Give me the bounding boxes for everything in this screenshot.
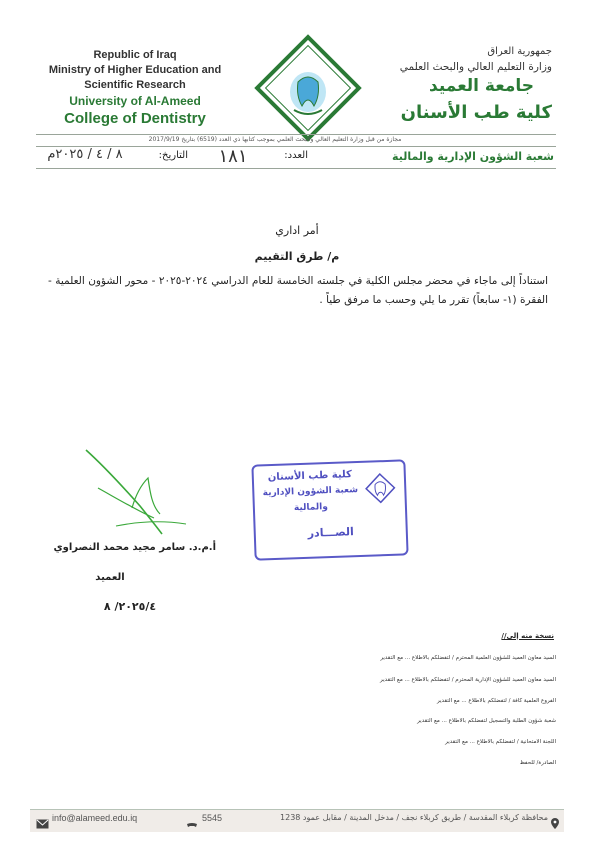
date-value: ٨ / ٤ / ٢٠٢٥م <box>47 147 123 162</box>
letter-title: أمر اداري <box>275 224 319 237</box>
cc-item: السيد معاون العميد للشؤون الإدارية المحترم / لتفضلكم بالاطلاع ... مع التقدير <box>380 677 556 683</box>
signatory-name: أ.م.د. سامر مجيد محمد النصراوي <box>53 542 216 553</box>
header-ar-university: جامعة العميد <box>429 76 534 96</box>
location-pin-icon <box>551 814 559 825</box>
number-label: العدد: <box>284 150 308 161</box>
footer-email[interactable]: info@alameed.edu.iq <box>52 813 138 823</box>
accreditation-note: مجازة من قبل وزارة التعليم العالي والبحث العلمي بموجب كتابها ذي العدد (6519) بتاريخ 2017/9/19 <box>148 136 402 143</box>
email-icon <box>36 814 49 824</box>
cc-item: شعبة شؤون الطلبة والتسجيل لتفضلكم بالاطلاع ... مع التقدير <box>417 718 556 724</box>
stamp-line2: شعبة الشؤون الإدارية <box>262 485 359 499</box>
college-logo <box>254 34 362 142</box>
cc-item: الصادرة/ للحفظ <box>519 760 556 766</box>
office-stamp <box>251 459 408 560</box>
cc-item: الفروع العلمية كافة / لتفضلكم بالاطلاع ... مع التقدير <box>436 698 556 704</box>
stamp-line4: الصـــادر <box>307 525 355 540</box>
cc-heading: نسخة منه إلى// <box>501 632 554 640</box>
stamp-logo-icon <box>362 470 399 507</box>
footer-address: محافظة كربلاء المقدسة / طريق كربلاء نجف / مدخل المدينة / مقابل عمود 1238 <box>280 813 548 822</box>
phone-icon <box>186 815 198 823</box>
signatory-role: العميد <box>95 572 125 583</box>
header-en-research: Scientific Research <box>84 79 186 91</box>
header-ar-college: كلية طب الأسنان <box>400 102 552 123</box>
signature-date: ٢٠٢٥/٤/ ٨ <box>103 600 157 613</box>
header-en-college: College of Dentistry <box>64 110 206 127</box>
header-en-university: University of Al-Ameed <box>69 94 201 108</box>
date-label: التاريخ: <box>158 150 188 161</box>
header-ar-country: جمهورية العراق <box>487 46 552 57</box>
letter-body: استناداً إلى ماجاء في محضر مجلس الكلية في جلسته الخامسة للعام الدراسي ٢٠٢٤-٢٠٢٥ - محور الشؤون العلمية - الفقرة (١- سابعاً) تقرر ما يلي وحسب ما مرفق طياً . <box>48 275 548 306</box>
header-en-country: Republic of Iraq <box>93 49 177 61</box>
header-rule-bottom <box>36 168 556 169</box>
stamp-line3: والمالية <box>293 502 329 514</box>
cc-item: اللجنة الامتحانية / لتفضلكم بالاطلاع ... مع التقدير <box>445 739 556 745</box>
stamp-line1: كلية طب الأسنان <box>267 469 353 484</box>
header-en-ministry: Ministry of Higher Education and <box>48 64 222 76</box>
letter-subject: م/ طرق التقييم <box>254 250 340 263</box>
cc-item: السيد معاون العميد للشؤون العلمية المحترم / لتفضلكم بالاطلاع ... مع التقدير <box>380 655 556 661</box>
footer-phone: 5545 <box>202 813 223 823</box>
number-value: ١٨١ <box>218 146 248 167</box>
header-rule-top <box>36 134 556 135</box>
department-name: شعبة الشؤون الإدارية والمالية <box>392 150 554 163</box>
handwritten-signature <box>76 448 196 540</box>
header-ar-ministry: وزارة التعليم العالي والبحث العلمي <box>399 61 552 73</box>
